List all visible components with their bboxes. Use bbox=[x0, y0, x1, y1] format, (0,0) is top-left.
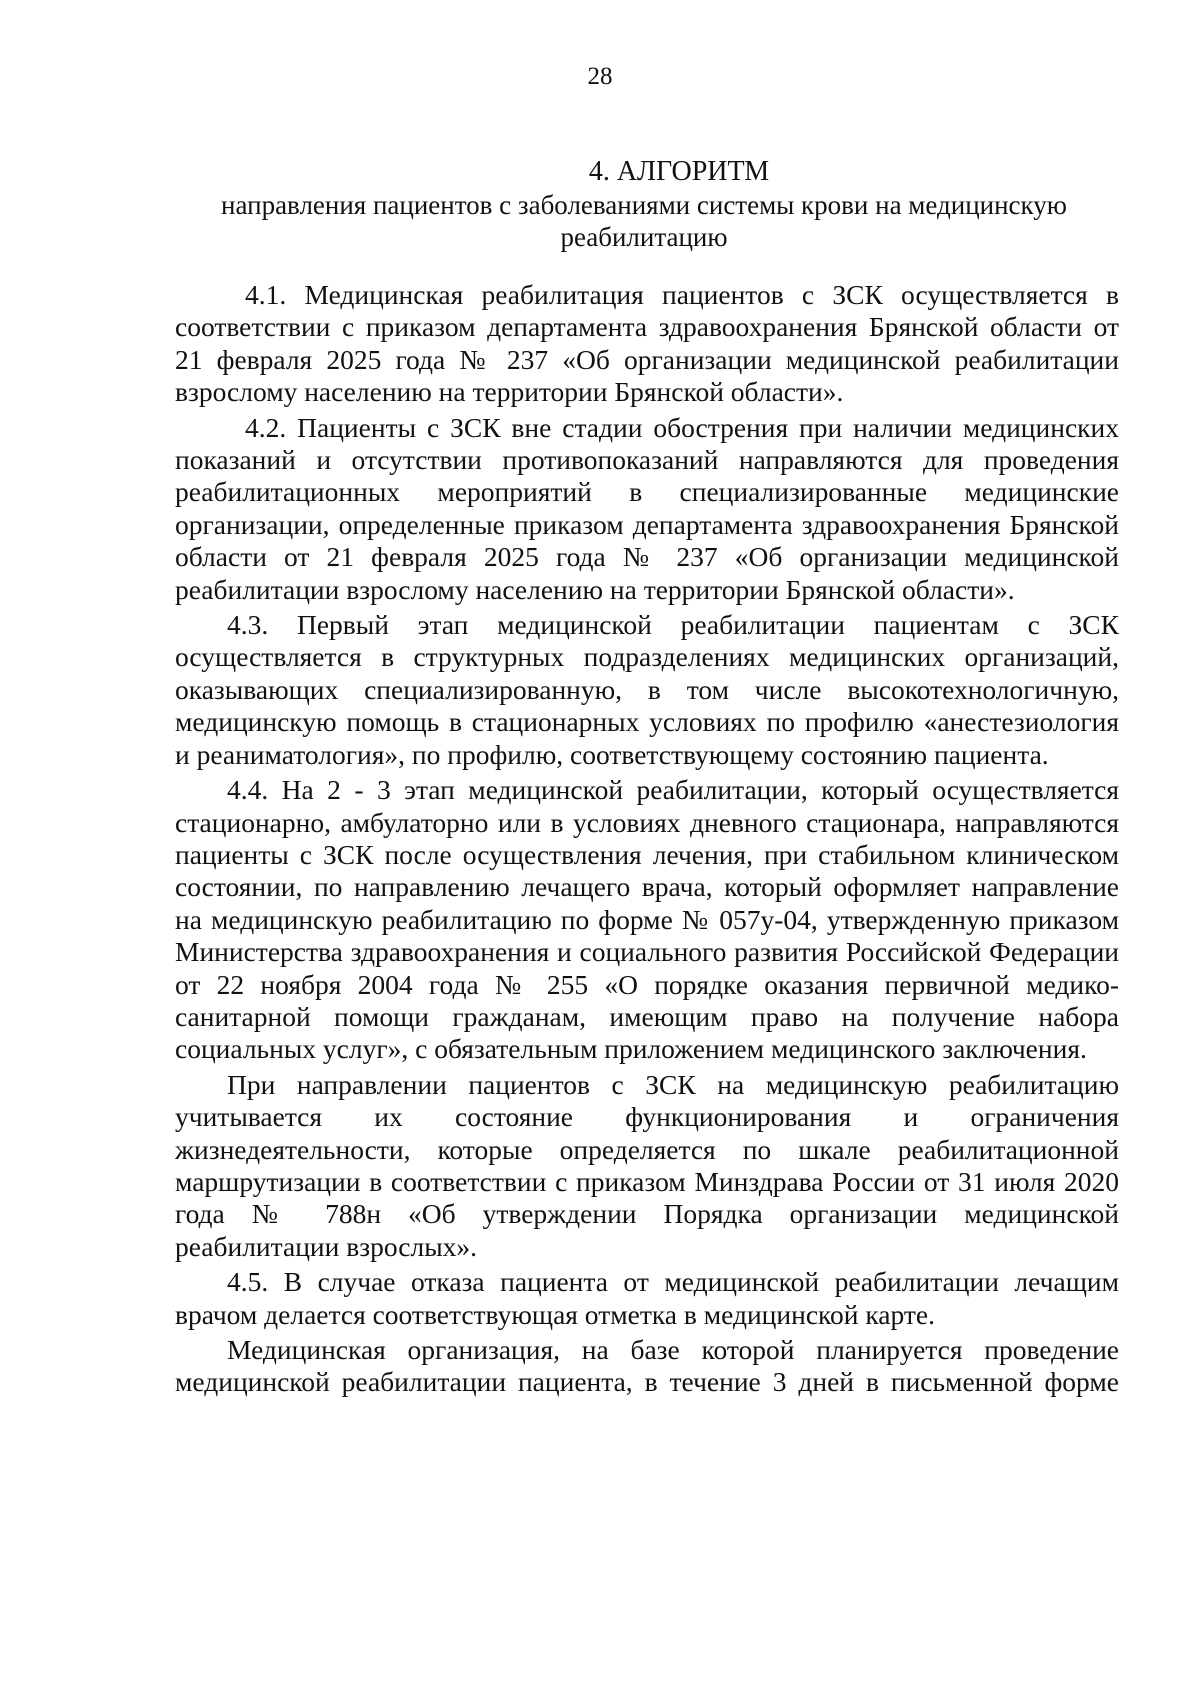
section-heading bbox=[175, 155, 1113, 253]
paragraph-referral-assessment: При направлении пациентов с ЗСК на медицинскую реабилитацию учитывается их состояние функционирования и ограничения жизнедеятельности, которые определяется по шкале реабилитационной маршрутизации в соответствии с приказом Минздрава России от 31 июля 2020 года № 788н «Об утверждении Порядка организации медицинской реабилитации взрослых». bbox=[175, 1068, 1119, 1262]
paragraph-4-2: 4.2. Пациенты с ЗСК вне стадии обострения при наличии медицинских показаний и отсутствии противопоказаний направляются для проведения реабилитационных мероприятий в специализированные медицинские организации, определенные приказом департамента здравоохранения Брянской области от 21 февраля 2025 года № 237 «Об организации медицинской реабилитации взрослому населению на территории Брянской области». bbox=[175, 411, 1119, 605]
document-body bbox=[175, 279, 1119, 1402]
paragraph-medical-organization: Медицинская организация, на базе которой планируется проведение медицинской реабилитации пациента, в течение 3 дней в письменной форме bbox=[175, 1334, 1119, 1398]
paragraph-4-4: 4.4. На 2 - 3 этап медицинской реабилитации, который осуществляется стационарно, амбулаторно или в условиях дневного стационара, направляются пациенты с ЗСК после осуществления лечения, при стабильном клиническом состоянии, по направлению лечащего врача, который оформляет направление на медицинскую реабилитацию по форме № 057у-04, утвержденную приказом Министерства здравоохранения и социального развития Российской Федерации от 22 ноября 2004 года № 255 «О порядке оказания первичной медико-санитарной помощи гражданам, имеющим право на получение набора социальных услуг», с обязательным приложением медицинского заключения. bbox=[175, 774, 1119, 1065]
paragraph-4-3: 4.3. Первый этап медицинской реабилитации пациентам с ЗСК осуществляется в структурных подразделениях медицинских организаций, оказывающих специализированную, в том числе высокотехнологичную, медицинскую помощь в стационарных условиях по профилю «анестезиология и реаниматология», по профилю, соответствующему состоянию пациента. bbox=[175, 609, 1119, 770]
section-title: 4. АЛГОРИТМ bbox=[588, 156, 770, 187]
page-number: 28 bbox=[587, 63, 613, 90]
paragraph-4-5: 4.5. В случае отказа пациента от медицинской реабилитации лечащим врачом делается соответствующая отметка в медицинской карте. bbox=[175, 1266, 1119, 1330]
paragraph-4-1: 4.1. Медицинская реабилитация пациентов с ЗСК осуществляется в соответствии с приказом департамента здравоохранения Брянской области от 21 февраля 2025 года № 237 «Об организации медицинской реабилитации взрослому населению на территории Брянской области». bbox=[175, 279, 1119, 408]
section-subtitle: направления пациентов с заболеваниями системы крови на медицинскую реабилитацию bbox=[221, 190, 1067, 252]
